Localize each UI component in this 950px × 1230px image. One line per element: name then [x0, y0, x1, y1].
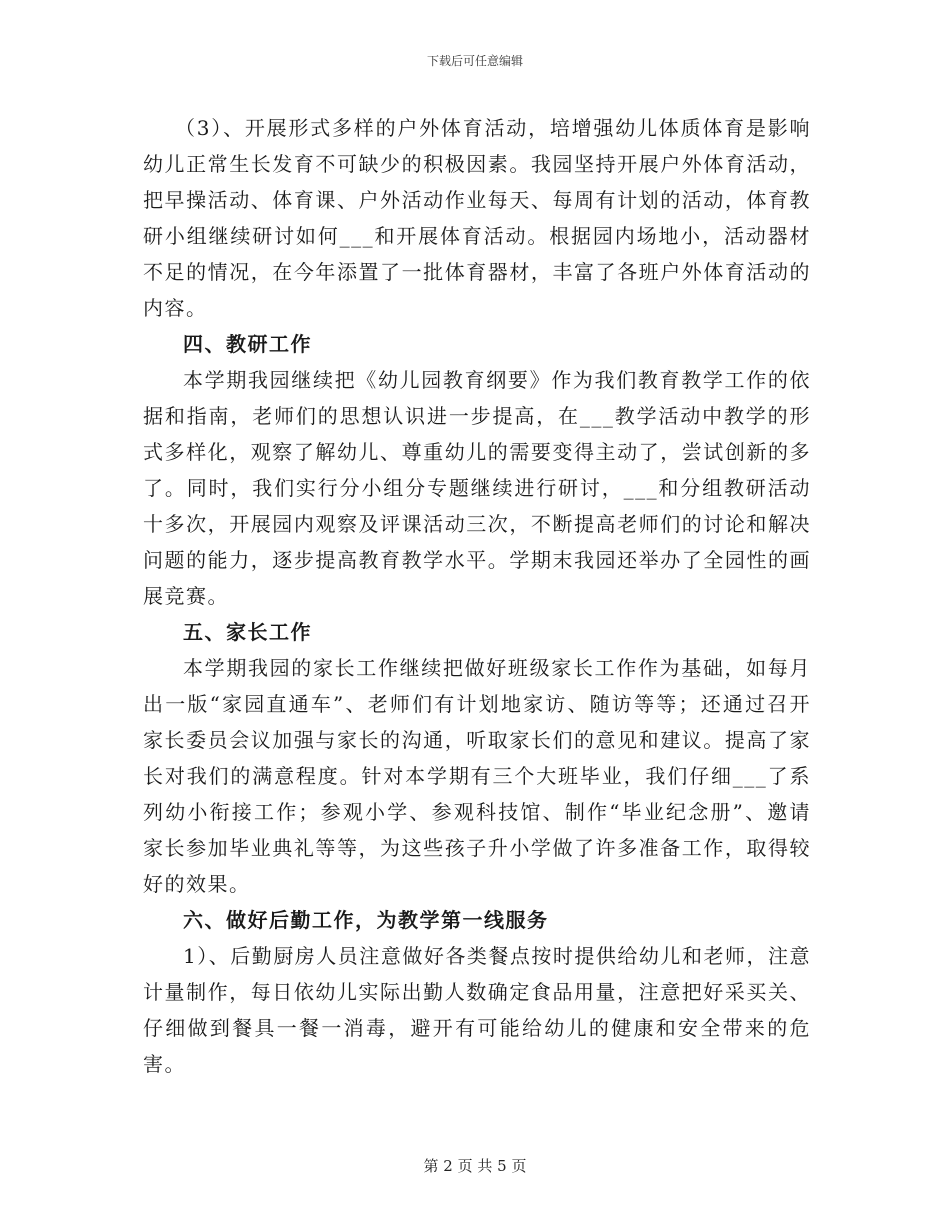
section-heading-parent-work: 五、家长工作: [183, 620, 312, 644]
section-heading-teaching-research: 四、教研工作: [183, 332, 312, 356]
paragraph-teaching-research: 本学期我园继续把《幼儿园教育纲要》作为我们教育教学工作的依据和指南，老师们的思想认识进一步提高，在___教学活动中教学的形式多样化，观察了解幼儿、尊重幼儿的需要变得主动了，尝试创新的多了。同时，我们实行分小组分专题继续进行研讨，___和分组教研活动十多次，开展园内观察及评课活动三次，不断提高老师们的讨论和解决问题的能力，逐步提高教育教学水平。学期末我园还举办了全园性的画展竞赛。: [143, 368, 811, 608]
paragraph-outdoor-sports: （3）、开展形式多样的户外体育活动，培增强幼儿体质体育是影响幼儿正常生长发育不可缺少的积极因素。我园坚持开展户外体育活动，把早操活动、体育课、户外活动作业每天、每周有计划的活动，体育教研小组继续研讨如何___和开展体育活动。根据园内场地小，活动器材不足的情况，在今年添置了一批体育器材，丰富了各班户外体育活动的内容。: [143, 116, 811, 320]
document-body: [143, 110, 811, 1082]
paragraph-logistics: 1）、后勤厨房人员注意做好各类餐点按时提供给幼儿和老师，注意计量制作，每日依幼儿实际出勤人数确定食品用量，注意把好采买关、仔细做到餐具一餐一消毒，避开有可能给幼儿的健康和安全带来的危害。: [143, 944, 811, 1076]
page-header: 下载后可任意编辑: [426, 54, 523, 68]
section-heading-logistics: 六、做好后勤工作，为教学第一线服务: [183, 908, 549, 932]
page-footer: 第 2 页 共 5 页: [423, 1157, 527, 1175]
paragraph-parent-work: 本学期我园的家长工作继续把做好班级家长工作作为基础，如每月出一版“家园直通车”、老师们有计划地家访、随访等等；还通过召开家长委员会议加强与家长的沟通，听取家长们的意见和建议。提高了家长对我们的满意程度。针对本学期有三个大班毕业，我们仔细___了系列幼小衔接工作；参观小学、参观科技馆、制作“毕业纪念册”、邀请家长参加毕业典礼等等，为这些孩子升小学做了许多准备工作，取得较好的效果。: [143, 656, 811, 896]
